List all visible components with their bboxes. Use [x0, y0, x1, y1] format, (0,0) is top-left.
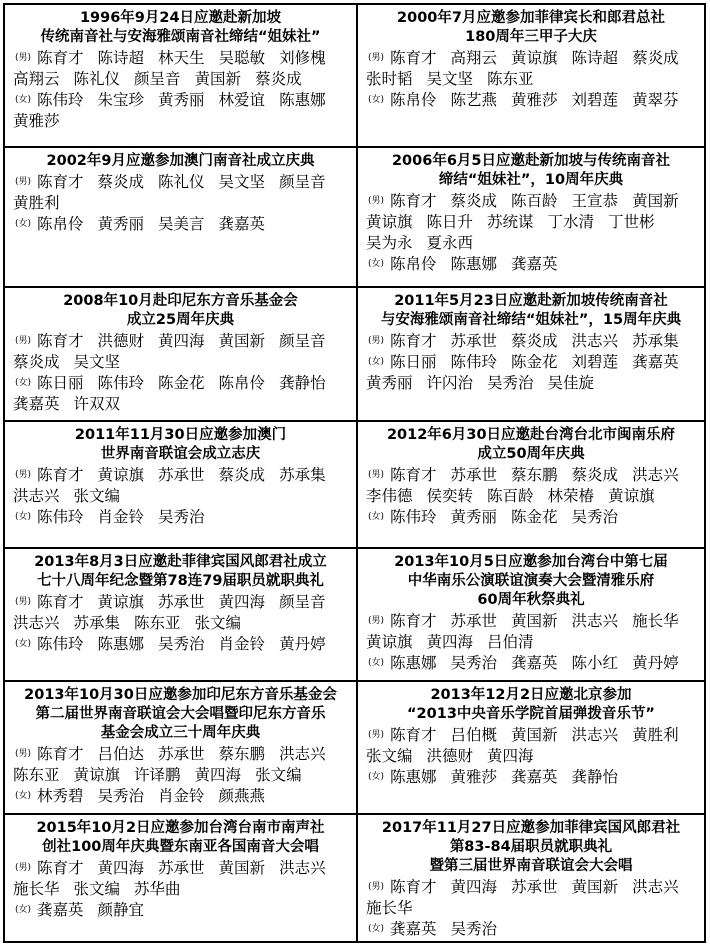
male-members: [13, 858, 348, 900]
member-name: 陈日丽: [37, 374, 84, 392]
member-name: 洪志兴: [571, 332, 619, 350]
member-name: 蔡炎成: [632, 49, 679, 67]
member-name: 黄翠芬: [632, 91, 679, 109]
member-name: 丁水清: [547, 213, 595, 231]
female-label: (女): [15, 219, 32, 229]
female-members: [366, 653, 696, 674]
female-members: [366, 507, 696, 528]
member-name: 黄四海: [450, 878, 498, 896]
member-name: 苏承集: [279, 466, 326, 484]
event-cell: [5, 148, 356, 286]
member-name: 黄胜利: [632, 726, 679, 744]
member-name: 高翔云: [13, 70, 60, 88]
member-name: 陈伟玲: [37, 635, 84, 653]
female-label: (女): [368, 357, 385, 367]
member-name: 陈伟玲: [37, 91, 84, 109]
member-name: 刘碧莲: [571, 353, 619, 371]
member-name: 吴为永: [366, 234, 413, 252]
female-label: (女): [15, 639, 32, 649]
member-name: 洪志兴: [279, 745, 326, 763]
female-members: [366, 352, 696, 394]
member-name: 陈育才: [390, 192, 437, 210]
member-name: 丁世彬: [608, 213, 655, 231]
member-name: 陈帛伶: [390, 255, 437, 273]
event-title: 2013年10月5日应邀参加台湾台中第七届 中华南乐公演联谊演奏大会暨清雅乐府 60周年秋祭典礼: [394, 554, 668, 608]
female-label: (女): [368, 512, 385, 522]
female-label: (女): [368, 259, 385, 269]
member-name: 吴秀治: [571, 508, 619, 526]
member-name: 黄国新: [511, 612, 558, 630]
female-label: (女): [15, 512, 32, 522]
member-name: 陈日丽: [390, 353, 437, 371]
male-label: (男): [368, 730, 385, 740]
member-name: 黄谅旗: [97, 466, 145, 484]
member-name: 吴秀治: [450, 654, 498, 672]
member-name: 陈帛伶: [218, 374, 266, 392]
member-name: 陈金花: [158, 374, 205, 392]
member-name: 许闪治: [426, 374, 474, 392]
member-name: 陈惠娜: [450, 255, 498, 273]
member-name: 苏承世: [158, 859, 205, 877]
member-name: 黄四海: [97, 859, 145, 877]
member-name: 苏承世: [158, 745, 205, 763]
event-title: 2015年10月2日应邀参加台湾台南市南声社 创社100周年庆典暨东南亚各国南音大会唱: [36, 820, 325, 855]
member-name: 夏永西: [426, 234, 474, 252]
event-title: 2013年12月2日应邀北京参加 “2013中央音乐学院首届弹拨音乐节”: [407, 687, 655, 722]
member-name: 林爱谊: [218, 91, 266, 109]
member-name: 陈育才: [390, 878, 437, 896]
member-name: 陈惠娜: [390, 654, 437, 672]
male-members: [13, 331, 348, 373]
female-members: [13, 634, 348, 655]
member-name: 张文编: [366, 747, 413, 765]
member-name: 黄丹婷: [279, 635, 326, 653]
member-name: 黄雅莎: [511, 91, 558, 109]
member-name: 黄四海: [426, 633, 474, 651]
member-name: 龚嘉英: [511, 255, 558, 273]
event-cell: [358, 5, 704, 146]
member-name: 陈育才: [37, 745, 84, 763]
male-members: [366, 611, 696, 653]
member-name: 黄雅莎: [450, 768, 498, 786]
event-cell: [5, 288, 356, 420]
male-members: [366, 465, 696, 507]
member-name: 陈伟玲: [37, 508, 84, 526]
event-title: 2012年6月30日应邀赴台湾台北市闽南乐府 成立50周年庆典: [386, 427, 676, 462]
male-members: [366, 331, 696, 352]
member-name: 蔡炎成: [450, 192, 498, 210]
member-name: 陈惠娜: [390, 768, 437, 786]
member-name: 黄谅旗: [97, 593, 145, 611]
member-name: 陈百龄: [487, 487, 534, 505]
member-name: 洪德财: [426, 747, 474, 765]
member-name: 黄国新: [218, 332, 266, 350]
male-members: [366, 877, 696, 919]
member-name: 龚嘉英: [511, 768, 558, 786]
member-name: 洪志兴: [13, 487, 60, 505]
member-name: 张时韬: [366, 70, 413, 88]
member-name: 黄四海: [194, 766, 242, 784]
member-name: 黄谅旗: [366, 633, 413, 651]
member-name: 洪志兴: [571, 726, 619, 744]
member-name: 蔡东鹏: [218, 745, 266, 763]
member-name: 黄谅旗: [366, 213, 413, 231]
member-name: 陈育才: [37, 466, 84, 484]
male-members: [13, 172, 348, 214]
male-members: [13, 48, 348, 90]
member-name: 吕伯清: [487, 633, 534, 651]
event-cell: [5, 549, 356, 680]
event-cell: [5, 5, 356, 146]
member-name: 颜呈音: [279, 332, 326, 350]
member-name: 黄国新: [511, 726, 558, 744]
female-label: (女): [15, 905, 32, 915]
event-title: 2013年8月3日应邀赴菲律宾国风郎君社成立 七十八周年纪念暨第78连79届职员就职典礼: [34, 554, 327, 589]
female-members: [13, 373, 348, 415]
female-members: [366, 254, 696, 275]
member-name: 苏承世: [158, 593, 205, 611]
event-cell: [358, 682, 704, 813]
member-name: 黄国新: [632, 192, 679, 210]
member-name: 吴秀治: [97, 787, 145, 805]
member-name: 吴文坚: [73, 353, 121, 371]
female-members: [13, 214, 348, 235]
member-name: 吴秀治: [450, 920, 498, 938]
male-label: (男): [15, 336, 32, 346]
member-name: 龚嘉英: [511, 654, 558, 672]
member-name: 张文编: [194, 614, 242, 632]
member-name: 吴佳旋: [547, 374, 595, 392]
female-members: [13, 900, 348, 921]
male-label: (男): [368, 336, 385, 346]
event-title: 2013年10月30日应邀参加印尼东方音乐基金会 第二届世界南音联谊会大会唱暨印尼东方音乐 基金会成立三十周年庆典: [24, 687, 337, 741]
member-name: 黄谅旗: [511, 49, 558, 67]
performance-record-sheet: [3, 3, 706, 943]
female-label: (女): [368, 924, 385, 934]
female-members: [366, 90, 696, 111]
male-members: [366, 191, 696, 254]
member-name: 黄丹婷: [632, 654, 679, 672]
member-name: 陈诗超: [97, 49, 145, 67]
member-name: 龚嘉英: [632, 353, 679, 371]
member-name: 龚静怡: [571, 768, 619, 786]
male-label: (男): [368, 53, 385, 63]
member-name: 蔡东鹏: [511, 466, 558, 484]
member-name: 洪志兴: [571, 612, 619, 630]
member-name: 李伟德: [366, 487, 413, 505]
member-name: 肖金铃: [218, 635, 266, 653]
member-name: 黄谅旗: [73, 766, 121, 784]
member-name: 王宣恭: [571, 192, 619, 210]
member-name: 苏承世: [450, 332, 498, 350]
member-name: 蔡炎成: [255, 70, 302, 88]
member-name: 颜呈音: [279, 173, 326, 191]
member-name: 陈礼仪: [73, 70, 121, 88]
member-name: 陈帛伶: [390, 91, 437, 109]
event-cell: [5, 815, 356, 943]
member-name: 张文编: [255, 766, 302, 784]
member-name: 吴文坚: [218, 173, 266, 191]
member-name: 陈育才: [37, 173, 84, 191]
male-members: [13, 592, 348, 634]
female-members: [366, 919, 696, 940]
male-label: (男): [15, 749, 32, 759]
member-name: 洪德财: [97, 332, 145, 350]
member-name: 苏承世: [450, 612, 498, 630]
member-name: 陈育才: [390, 726, 437, 744]
member-name: 陈育才: [390, 612, 437, 630]
member-name: 吴文坚: [426, 70, 474, 88]
event-cell: [358, 549, 704, 680]
member-name: 苏承集: [73, 614, 121, 632]
member-name: 林秀碧: [37, 787, 84, 805]
member-name: 洪志兴: [13, 614, 60, 632]
member-name: 洪志兴: [632, 878, 679, 896]
member-name: 陈育才: [390, 332, 437, 350]
male-members: [13, 465, 348, 507]
member-name: 颜燕燕: [218, 787, 266, 805]
member-name: 龚嘉英: [37, 901, 84, 919]
member-name: 吴秀治: [487, 374, 534, 392]
member-name: 黄国新: [194, 70, 242, 88]
member-name: 黄胜利: [13, 194, 60, 212]
member-name: 吴美言: [158, 215, 205, 233]
member-name: 黄四海: [218, 593, 266, 611]
female-members: [13, 90, 348, 132]
female-label: (女): [15, 95, 32, 105]
member-name: 陈伟玲: [390, 508, 437, 526]
member-name: 黄秀丽: [450, 508, 498, 526]
member-name: 许双双: [73, 395, 121, 413]
male-members: [13, 744, 348, 786]
member-name: 陈帛伶: [37, 215, 84, 233]
event-cell: [358, 148, 704, 286]
male-label: (男): [368, 196, 385, 206]
member-name: 施长华: [366, 899, 413, 917]
member-name: 黄四海: [487, 747, 534, 765]
member-name: 苏承世: [158, 466, 205, 484]
member-name: 陈惠娜: [97, 635, 145, 653]
event-cell: [5, 682, 356, 813]
member-name: 黄国新: [218, 859, 266, 877]
event-cell: [358, 422, 704, 547]
male-label: (男): [368, 882, 385, 892]
event-cell: [5, 422, 356, 547]
member-name: 吴秀治: [158, 635, 205, 653]
member-name: 黄秀丽: [97, 215, 145, 233]
member-name: 颜静宜: [97, 901, 145, 919]
member-name: 蔡炎成: [97, 173, 145, 191]
event-title: 2006年6月5日应邀赴新加坡与传统南音社 缔结“姐妹社”，10周年庆典: [391, 153, 671, 188]
member-name: 陈东亚: [134, 614, 181, 632]
female-members: [13, 786, 348, 807]
male-label: (男): [15, 470, 32, 480]
member-name: 龚嘉英: [13, 395, 60, 413]
member-name: 陈育才: [390, 466, 437, 484]
event-title: 2008年10月赴印尼东方音乐基金会 成立25周年庆典: [63, 293, 298, 328]
member-name: 侯奕转: [426, 487, 474, 505]
member-name: 吕伯达: [97, 745, 145, 763]
member-name: 洪志兴: [279, 859, 326, 877]
member-name: 龚嘉英: [218, 215, 266, 233]
event-title: 2011年11月30日应邀参加澳门 世界南音联谊会成立志庆: [74, 427, 287, 462]
male-members: [366, 48, 696, 90]
member-name: 黄国新: [571, 878, 619, 896]
female-label: (女): [368, 95, 385, 105]
member-name: 陈东亚: [487, 70, 534, 88]
female-label: (女): [15, 791, 32, 801]
female-members: [13, 507, 348, 528]
member-name: 陈金花: [511, 508, 558, 526]
member-name: 施长华: [13, 880, 60, 898]
member-name: 龚静怡: [279, 374, 326, 392]
member-name: 黄谅旗: [608, 487, 655, 505]
female-label: (女): [368, 772, 385, 782]
member-name: 苏承世: [450, 466, 498, 484]
member-name: 陈育才: [37, 49, 84, 67]
member-name: 黄秀丽: [366, 374, 413, 392]
member-name: 黄雅莎: [13, 112, 60, 130]
member-name: 许译鹏: [134, 766, 181, 784]
member-name: 蔡炎成: [13, 353, 60, 371]
member-name: 肖金铃: [158, 787, 205, 805]
male-label: (男): [368, 616, 385, 626]
member-name: 吴聪敏: [218, 49, 266, 67]
event-title: 2000年7月应邀参加菲律宾长和郎君总社 180周年三甲子大庆: [397, 10, 665, 45]
male-label: (男): [15, 177, 32, 187]
member-name: 颜呈音: [279, 593, 326, 611]
member-name: 肖金铃: [97, 508, 145, 526]
member-name: 黄四海: [158, 332, 205, 350]
member-name: 刘碧莲: [571, 91, 619, 109]
member-name: 苏统谋: [487, 213, 534, 231]
member-name: 龚嘉英: [390, 920, 437, 938]
male-label: (男): [368, 470, 385, 480]
event-cell: [358, 288, 704, 420]
member-name: 张文编: [73, 880, 121, 898]
member-name: 陈金花: [511, 353, 558, 371]
member-name: 苏承世: [511, 878, 558, 896]
member-name: 陈伟玲: [450, 353, 498, 371]
female-label: (女): [15, 378, 32, 388]
member-name: 林荣椿: [547, 487, 595, 505]
member-name: 吴秀治: [158, 508, 205, 526]
member-name: 陈惠娜: [279, 91, 326, 109]
member-name: 高翔云: [450, 49, 498, 67]
event-title: 2002年9月应邀参加澳门南音社成立庆典: [46, 153, 315, 169]
member-name: 苏华曲: [134, 880, 181, 898]
member-name: 陈伟玲: [97, 374, 145, 392]
member-name: 吕伯概: [450, 726, 498, 744]
event-title: 1996年9月24日应邀赴新加坡 传统南音社与安海雅颂南音社缔结“姐妹社”: [40, 10, 321, 45]
male-label: (男): [15, 863, 32, 873]
member-name: 陈诗超: [571, 49, 619, 67]
member-name: 蔡炎成: [218, 466, 266, 484]
member-name: 陈礼仪: [158, 173, 205, 191]
event-title: 2017年11月27日应邀参加菲律宾国风郎君社 第83-84届职员就职典礼 暨第三届世界南音联谊会大会唱: [381, 820, 681, 874]
female-label: (女): [368, 658, 385, 668]
member-name: 施长华: [632, 612, 679, 630]
male-label: (男): [15, 597, 32, 607]
member-name: 苏承集: [632, 332, 679, 350]
female-members: [366, 767, 696, 788]
member-name: 林天生: [158, 49, 205, 67]
member-name: 陈育才: [37, 332, 84, 350]
member-name: 黄秀丽: [158, 91, 205, 109]
event-title: 2011年5月23日应邀赴新加坡传统南音社 与安海雅颂南音社缔结“姐妹社”，15周年庆典: [380, 293, 682, 328]
member-name: 陈育才: [390, 49, 437, 67]
member-name: 陈育才: [37, 593, 84, 611]
member-name: 朱宝珍: [97, 91, 145, 109]
member-name: 陈百龄: [511, 192, 558, 210]
member-name: 蔡炎成: [511, 332, 558, 350]
member-name: 陈东亚: [13, 766, 60, 784]
male-label: (男): [15, 53, 32, 63]
member-name: 颜呈音: [134, 70, 181, 88]
member-name: 刘修槐: [279, 49, 326, 67]
member-name: 洪志兴: [632, 466, 679, 484]
member-name: 陈艺燕: [450, 91, 498, 109]
member-name: 陈日升: [426, 213, 474, 231]
event-cell: [358, 815, 704, 943]
member-name: 蔡炎成: [571, 466, 619, 484]
member-name: 陈育才: [37, 859, 84, 877]
male-members: [366, 725, 696, 767]
member-name: 张文编: [73, 487, 121, 505]
member-name: 陈小红: [571, 654, 619, 672]
